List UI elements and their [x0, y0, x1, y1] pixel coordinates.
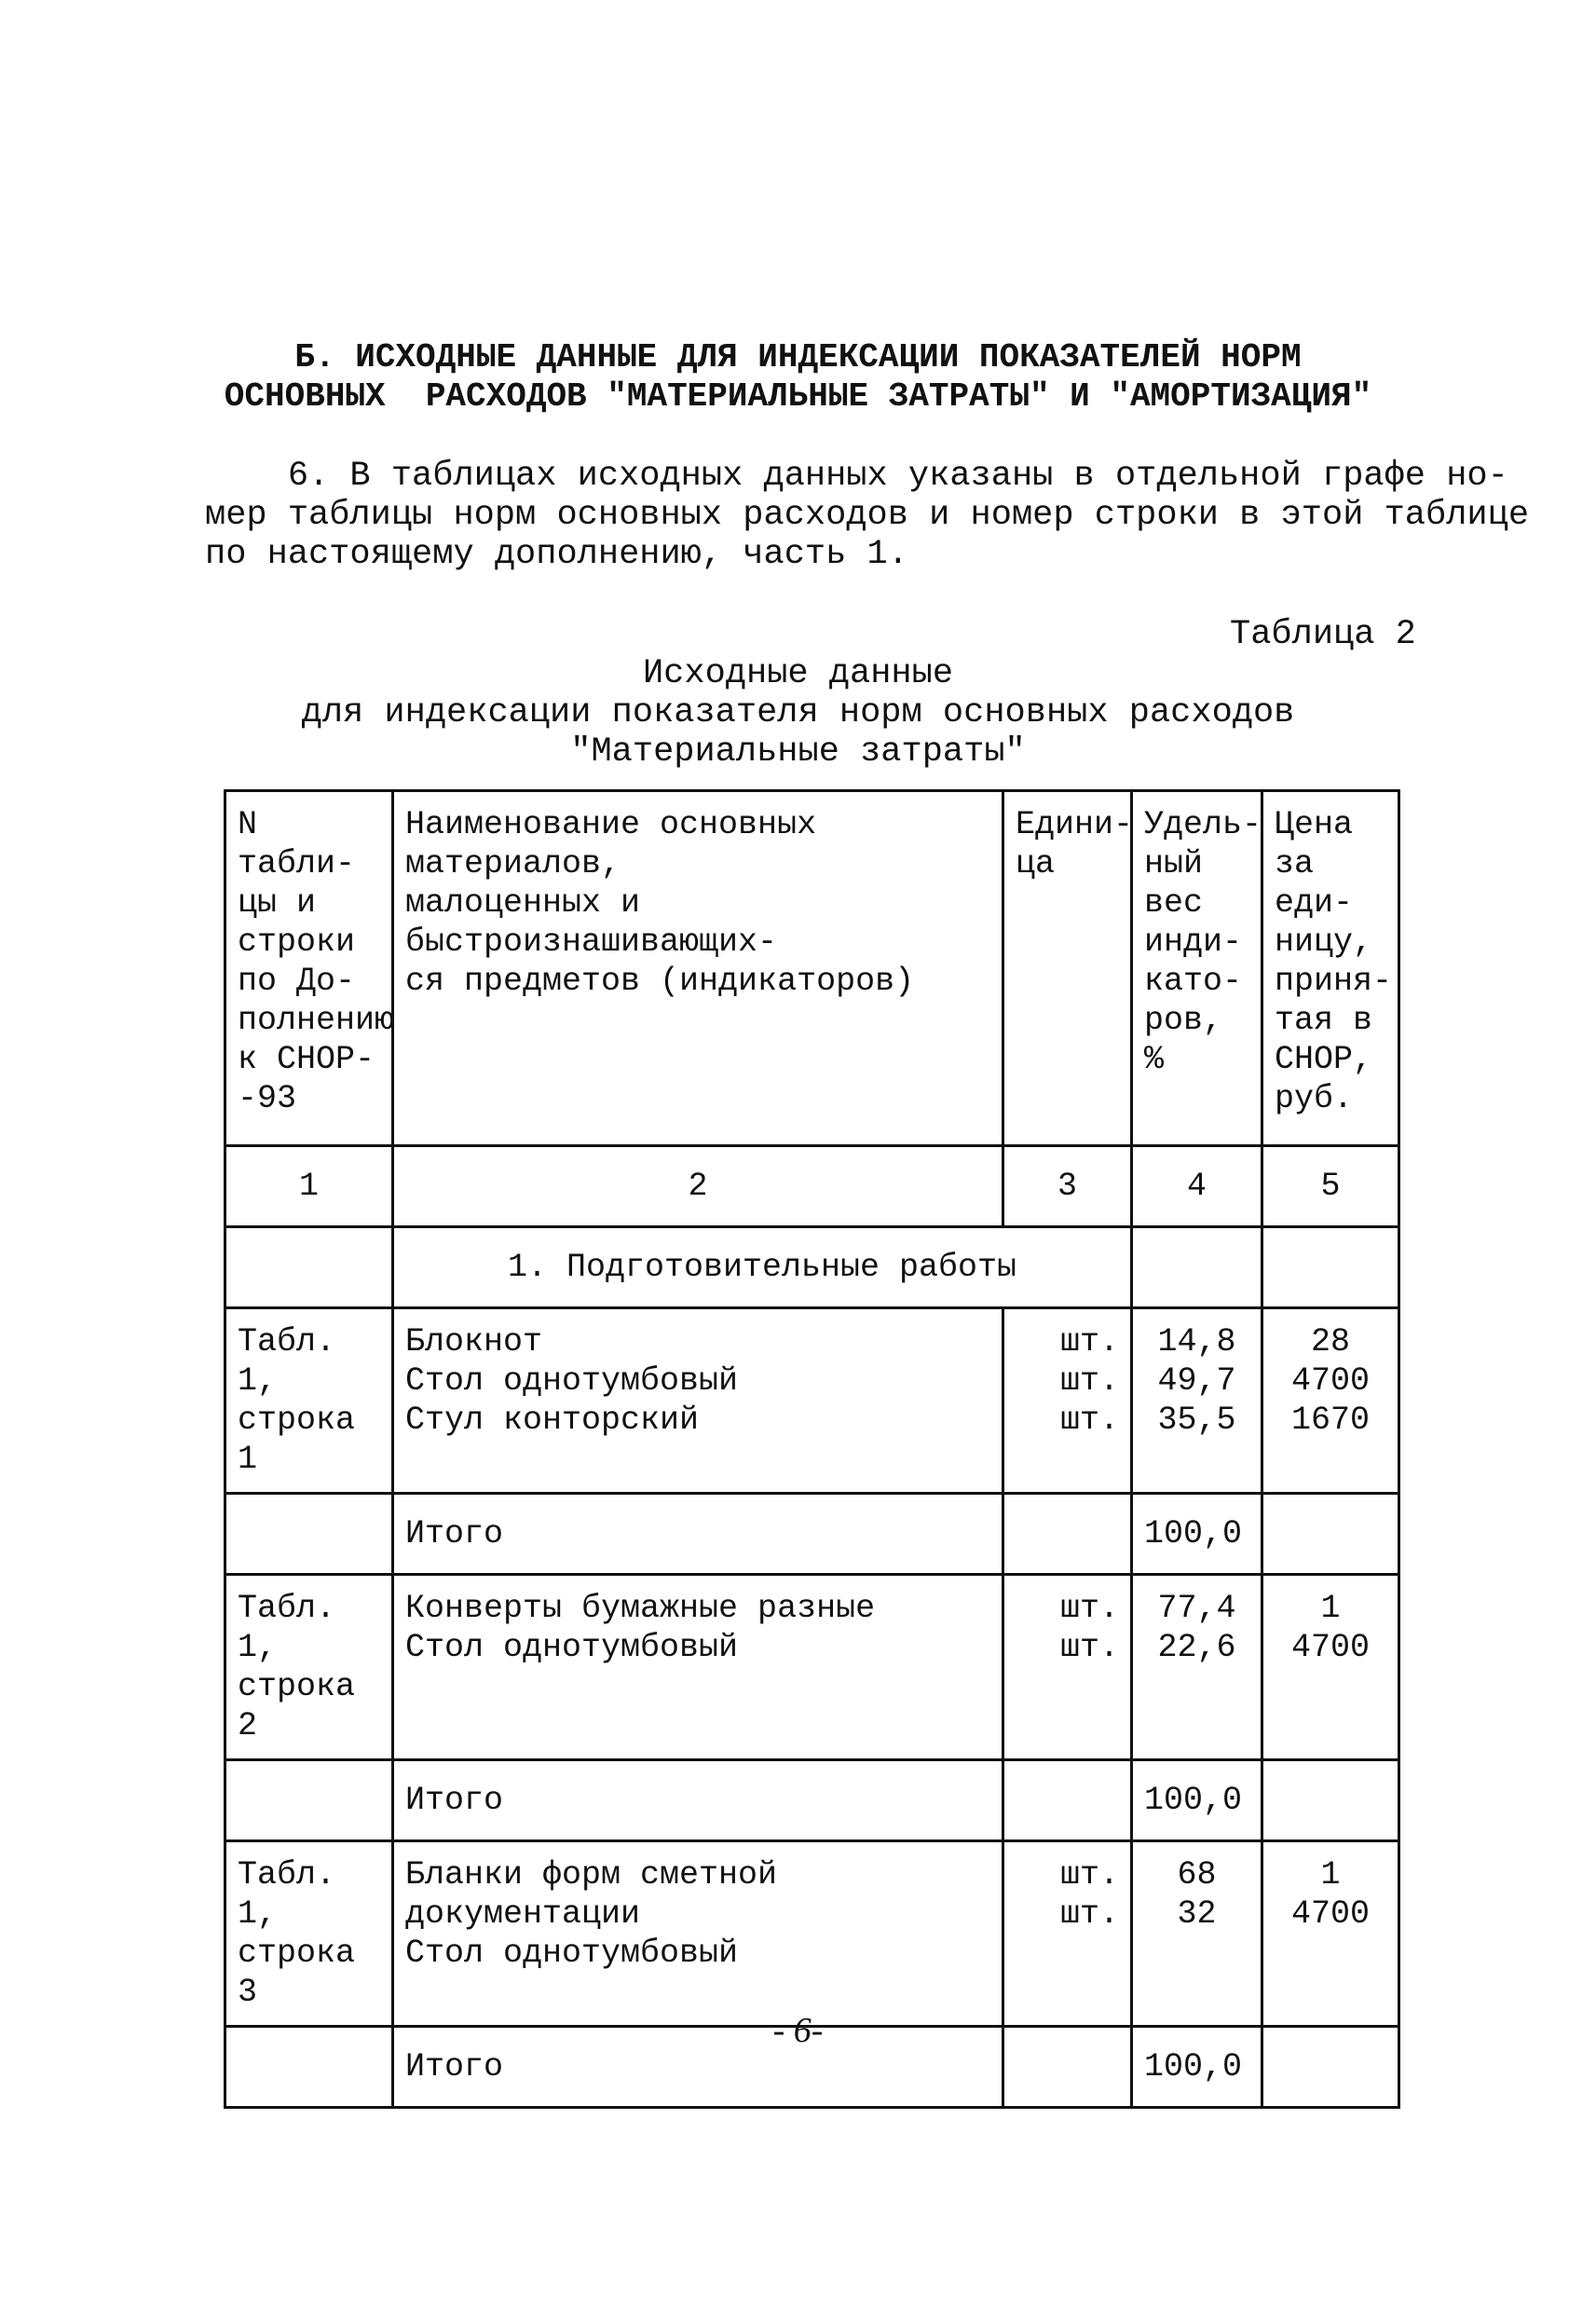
item-name-cell-line: Блокнот — [405, 1323, 543, 1361]
header-unit — [1003, 791, 1132, 1146]
item-unit-cell — [1003, 1841, 1132, 2027]
total-label-cell — [393, 1760, 1003, 1841]
header-price — [1262, 791, 1399, 1146]
item-price-cell — [1262, 1841, 1399, 2027]
item-weight-cell-line: 68 — [1177, 1856, 1217, 1894]
item-name-cell-line: Бланки форм сметной документации — [405, 1856, 778, 1933]
caption-line-2: для индексации показателя норм основных расходов — [301, 693, 1295, 732]
item-name-cell-line: Стол однотумбовый — [405, 1629, 739, 1666]
item-unit-cell-line: шт. — [1059, 1629, 1119, 1666]
item-unit-cell-line: шт. — [1059, 1402, 1119, 1439]
total-label-cell-line: Итого — [405, 2048, 504, 2085]
item-name-cell-line: Конверты бумажные разные — [405, 1590, 876, 1627]
item-price-cell-line: 28 — [1310, 1323, 1350, 1361]
total-weight-cell-line: 100,0 — [1144, 2048, 1243, 2085]
total-row — [225, 1494, 1399, 1575]
item-name-cell — [393, 1308, 1003, 1494]
ref-cell — [225, 1841, 393, 2027]
ref-cell-line: Табл. 1, — [238, 1590, 336, 1666]
total-empty-cell — [1003, 1494, 1132, 1575]
section-row — [225, 1227, 1399, 1308]
item-price-cell-line: 1 — [1320, 1590, 1341, 1627]
header-ref — [225, 791, 393, 1146]
total-empty-cell — [225, 1494, 393, 1575]
total-label-cell — [393, 1494, 1003, 1575]
total-weight-cell — [1132, 1494, 1262, 1575]
item-name-cell-line: Стул конторский — [405, 1402, 700, 1439]
total-label-cell-line: Итого — [405, 1515, 504, 1552]
ref-cell-line: строка 1 — [238, 1402, 356, 1478]
header-text-line: ров, % — [1144, 1002, 1223, 1078]
header-row — [225, 791, 1399, 1146]
item-weight-cell — [1132, 1575, 1262, 1760]
total-empty-cell — [1262, 1494, 1399, 1575]
page-number: - 6- — [772, 2011, 824, 2050]
item-price-cell — [1262, 1308, 1399, 1494]
total-row — [225, 1760, 1399, 1841]
item-name-cell-line: Стол однотумбовый — [405, 1362, 739, 1400]
item-unit-cell-line: шт. — [1059, 1590, 1119, 1627]
header-text-line: СНОР, — [1275, 1041, 1373, 1078]
paragraph-line-1: 6. В таблицах исходных данных указаны в отдельной графе но- — [205, 457, 1508, 496]
header-text-line: ся предметов (индикаторов) — [405, 963, 915, 1000]
column-numbers-row — [225, 1146, 1399, 1227]
item-weight-cell-line: 35,5 — [1157, 1402, 1236, 1439]
header-text-line: цы и — [238, 884, 317, 922]
ref-cell-line: строка 2 — [238, 1668, 356, 1744]
item-weight-cell — [1132, 1841, 1262, 2027]
header-text-line: по До- — [238, 963, 356, 1000]
column-number: 1 — [225, 1146, 393, 1227]
header-text-line: полнению — [238, 1002, 395, 1039]
header-text-line: вес — [1144, 884, 1204, 922]
header-text-line: к СНОР- — [238, 1041, 375, 1078]
ref-cell-line: строка 3 — [238, 1935, 356, 2011]
header-text-line: за — [1275, 845, 1315, 882]
heading-line-2: ОСНОВНЫХ РАСХОДОВ "МАТЕРИАЛЬНЫЕ ЗАТРАТЫ" И "АМОРТИЗАЦИЯ" — [224, 377, 1372, 416]
item-price-cell-line: 1670 — [1290, 1402, 1370, 1439]
total-weight-cell — [1132, 1760, 1262, 1841]
header-text-line: Едини- — [1016, 806, 1134, 843]
item-weight-cell-line: 32 — [1177, 1895, 1217, 1933]
ref-cell-line: Табл. 1, — [238, 1323, 336, 1400]
table-row — [225, 1308, 1399, 1494]
item-unit-cell-line: шт. — [1059, 1362, 1119, 1400]
header-text-line: Наименование основных материалов, — [405, 806, 817, 882]
paragraph-line-2: мер таблицы норм основных расходов и номер строки в этой таблице — [205, 496, 1530, 535]
source-data-table — [224, 789, 1400, 2109]
item-weight-cell-line: 14,8 — [1157, 1323, 1236, 1361]
item-weight-cell-line: 22,6 — [1157, 1629, 1236, 1666]
item-unit-cell — [1003, 1308, 1132, 1494]
table-row — [225, 1841, 1399, 2027]
ref-cell — [225, 1308, 393, 1494]
header-text-line: ный — [1144, 845, 1204, 882]
item-price-cell — [1262, 1575, 1399, 1760]
header-name — [393, 791, 1003, 1146]
item-price-cell-line: 4700 — [1290, 1629, 1370, 1666]
item-weight-cell-line: 77,4 — [1157, 1590, 1236, 1627]
ref-cell — [225, 1575, 393, 1760]
item-name-cell — [393, 1841, 1003, 2027]
header-text-line: руб. — [1275, 1080, 1354, 1117]
header-text-line: като- — [1144, 963, 1243, 1000]
total-empty-cell — [225, 1760, 393, 1841]
heading-line-1: Б. ИСХОДНЫЕ ДАННЫЕ ДЛЯ ИНДЕКСАЦИИ ПОКАЗАТЕЛЕЙ НОРМ — [294, 338, 1302, 376]
total-empty-cell — [1262, 1760, 1399, 1841]
header-weight — [1132, 791, 1262, 1146]
paragraph-line-3: по настоящему дополнению, часть 1. — [205, 535, 908, 574]
item-price-cell-line: 1 — [1320, 1856, 1341, 1894]
ref-cell-line: Табл. 1, — [238, 1856, 336, 1933]
item-weight-cell-line: 49,7 — [1157, 1362, 1236, 1400]
item-unit-cell-line: шт. — [1059, 1856, 1119, 1894]
item-name-cell-line: Стол однотумбовый — [405, 1935, 739, 1972]
header-text-line: приня- — [1275, 963, 1393, 1000]
item-unit-cell — [1003, 1575, 1132, 1760]
column-number: 2 — [393, 1146, 1003, 1227]
column-number: 4 — [1132, 1146, 1262, 1227]
header-text-line: тая в — [1275, 1002, 1373, 1039]
item-unit-cell-line: шт. — [1059, 1323, 1119, 1361]
header-text-line: N табли- — [238, 806, 356, 882]
caption-line-3: "Материальные затраты" — [570, 732, 1026, 772]
header-text-line: ницу, — [1275, 923, 1373, 961]
header-text-line: ца — [1016, 845, 1056, 882]
caption-line-1: Исходные данные — [642, 654, 954, 693]
table-row — [225, 1575, 1399, 1760]
column-number: 3 — [1003, 1146, 1132, 1227]
table-label: Таблица 2 — [1230, 615, 1416, 654]
header-text-line: строки — [238, 923, 356, 961]
total-empty-cell — [1003, 1760, 1132, 1841]
item-weight-cell — [1132, 1308, 1262, 1494]
total-label-cell-line: Итого — [405, 1782, 504, 1819]
section-title: 1. Подготовительные работы — [393, 1227, 1132, 1308]
item-unit-cell-line: шт. — [1059, 1895, 1119, 1933]
item-price-cell-line: 4700 — [1290, 1362, 1370, 1400]
item-price-cell-line: 4700 — [1290, 1895, 1370, 1933]
total-weight-cell-line: 100,0 — [1144, 1782, 1243, 1819]
header-text-line: Удель- — [1144, 806, 1262, 843]
header-text-line: инди- — [1144, 923, 1243, 961]
header-text-line: Цена — [1275, 806, 1354, 843]
total-weight-cell-line: 100,0 — [1144, 1515, 1243, 1552]
header-text-line: еди- — [1275, 884, 1354, 922]
item-name-cell — [393, 1575, 1003, 1760]
column-number: 5 — [1262, 1146, 1399, 1227]
header-text-line: малоценных и быстроизнашивающих- — [405, 884, 778, 961]
header-text-line: -93 — [238, 1080, 297, 1117]
